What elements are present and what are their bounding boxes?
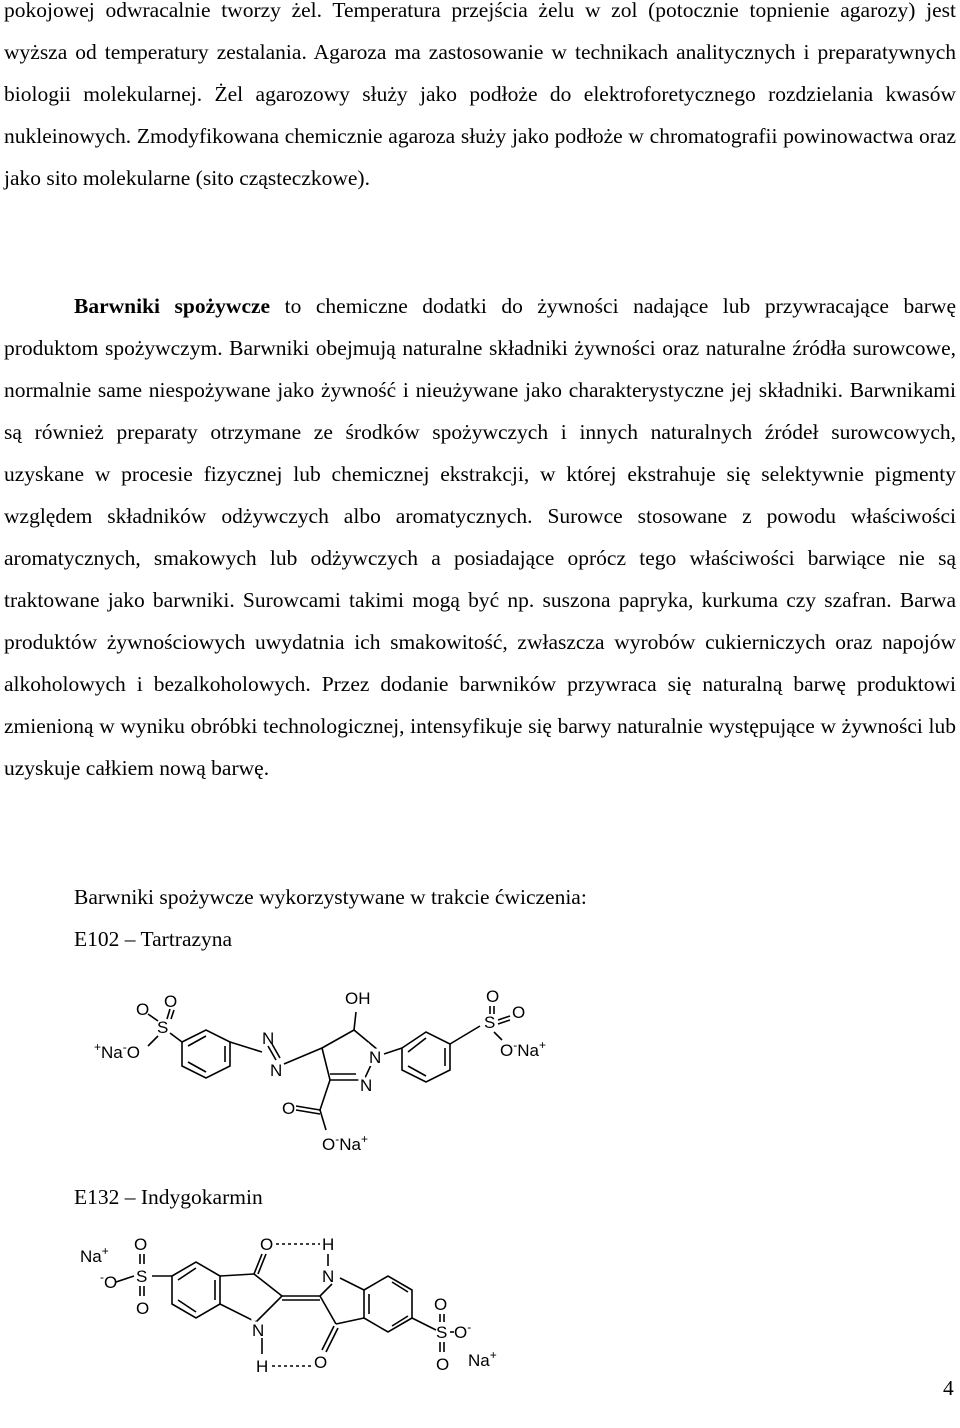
- atom-o: O: [436, 1355, 450, 1374]
- charge-minus: -: [122, 1040, 127, 1054]
- atom-o: O: [512, 1003, 526, 1022]
- atom-n: N: [270, 1061, 283, 1080]
- atom-o: O: [104, 1273, 118, 1292]
- atom-o: O: [454, 1323, 468, 1342]
- atom-h: H: [322, 1235, 335, 1254]
- svg-text:O-Na+: [500, 1038, 546, 1060]
- atom-o: O: [500, 1041, 514, 1060]
- atom-oh: OH: [345, 989, 371, 1008]
- caption-indigocarmine: E132 – Indygokarmin: [74, 1185, 263, 1209]
- atom-o: O: [260, 1235, 274, 1254]
- charge-plus: +: [489, 1348, 497, 1362]
- caption-tartrazine: E102 – Tartrazyna: [74, 927, 233, 951]
- tartrazine-structure: [0, 980, 960, 1170]
- atom-n: N: [369, 1048, 382, 1067]
- charge-plus: +: [101, 1244, 109, 1258]
- svg-text:Na+: [468, 1348, 497, 1370]
- charge-plus: +: [94, 1040, 102, 1054]
- atom-o: O: [164, 992, 178, 1011]
- svg-text:+Na-O: [94, 1040, 140, 1062]
- charge-plus: +: [538, 1038, 546, 1052]
- atom-n: N: [252, 1321, 265, 1340]
- charge-minus: -: [513, 1038, 518, 1052]
- atom-h: H: [256, 1357, 269, 1376]
- atom-o: O: [282, 1099, 296, 1118]
- atom-s: S: [136, 1267, 148, 1286]
- atom-o: O: [434, 1295, 448, 1314]
- svg-text:O-: [454, 1320, 471, 1342]
- charge-minus: -: [335, 1132, 340, 1146]
- paragraph-food-dyes-body: to chemiczne dodatki do żywności nadające lub przywracające barwę produktom spożywczym. Barwniki obejmują naturalne składniki żywności oraz naturalne źródła surowcowe, normalnie same niespożywane jako żywność i nieużywane jako charakterystyczne jej składniki. Barwnikami są również preparaty otrzymane ze środków spożywczych i innych naturalnych źródeł surowcowych, uzyskane w procesie fizycznej lub chemicznej ekstrakcji, w której ekstrahuje się selektywnie pigmenty względem składników odżywczych albo aromatycznych. Surowce stosowane z powodu właściwości aromatycznych, smakowych lub odżywczych a posiadające oprócz tego właściwości barwiące nie są traktowane jako barwniki. Surowcami takimi mogą być np. suszona papryka, kurkuma czy szafran. Barwa produktów żywnościowych uwydatnia ich smakowitość, zwłaszcza wyrobów cukierniczych oraz napojów alkoholowych i bezalkoholowych. Przez dodanie barwników przywraca się naturalną barwę produktowi zmienioną w wyniku obróbki technologicznej, intensyfikuje się barwy naturalnie występujące w żywności lub uzyskuje całkiem nową barwę.: [4, 294, 956, 780]
- paragraph-food-dyes: [4, 285, 956, 789]
- atom-na: Na: [517, 1041, 539, 1060]
- charge-plus: +: [360, 1132, 368, 1146]
- atom-na: Na: [101, 1043, 123, 1062]
- atom-o: O: [322, 1135, 336, 1154]
- atom-s: S: [484, 1013, 496, 1032]
- term-food-dyes: Barwniki spożywcze: [74, 294, 271, 318]
- atom-n: N: [262, 1029, 275, 1048]
- atom-o: O: [314, 1353, 328, 1372]
- atom-na: Na: [468, 1351, 490, 1370]
- atom-o: O: [136, 1000, 150, 1019]
- charge-minus: -: [100, 1270, 104, 1284]
- atom-o: O: [126, 1043, 140, 1062]
- svg-text:-O: [100, 1270, 117, 1292]
- svg-text:Na+: [80, 1244, 109, 1266]
- atom-n: N: [360, 1076, 373, 1095]
- atom-s: S: [157, 1018, 169, 1037]
- atom-o: O: [134, 1235, 148, 1254]
- charge-minus: -: [467, 1320, 472, 1334]
- atom-o: O: [136, 1299, 150, 1318]
- paragraph-agarose: pokojowej odwracalnie tworzy żel. Temperatura przejścia żelu w zol (potocznie topnienie agarozy) jest wyższa od temperatury zestalania. Agaroza ma zastosowanie w technikach analitycznych i preparatywnych biologii molekularnej. Żel agarozowy służy jako podłoże do elektroforetycznego rozdzielania kwasów nukleinowych. Zmodyfikowana chemicznie agaroza służy jako podłoże w chromatografii powinowactwa oraz jako sito molekularne (sito cząsteczkowe).: [4, 0, 956, 190]
- atom-s: S: [436, 1323, 448, 1342]
- svg-text:O-Na+: [322, 1132, 368, 1154]
- dyes-intro: Barwniki spożywcze wykorzystywane w trakcie ćwiczenia:: [74, 885, 587, 909]
- atom-o: O: [486, 987, 500, 1006]
- atom-na: Na: [80, 1247, 102, 1266]
- atom-na: Na: [339, 1135, 361, 1154]
- indigocarmine-structure: [0, 1230, 960, 1400]
- page-number: 4: [943, 1376, 954, 1400]
- atom-n: N: [322, 1267, 335, 1286]
